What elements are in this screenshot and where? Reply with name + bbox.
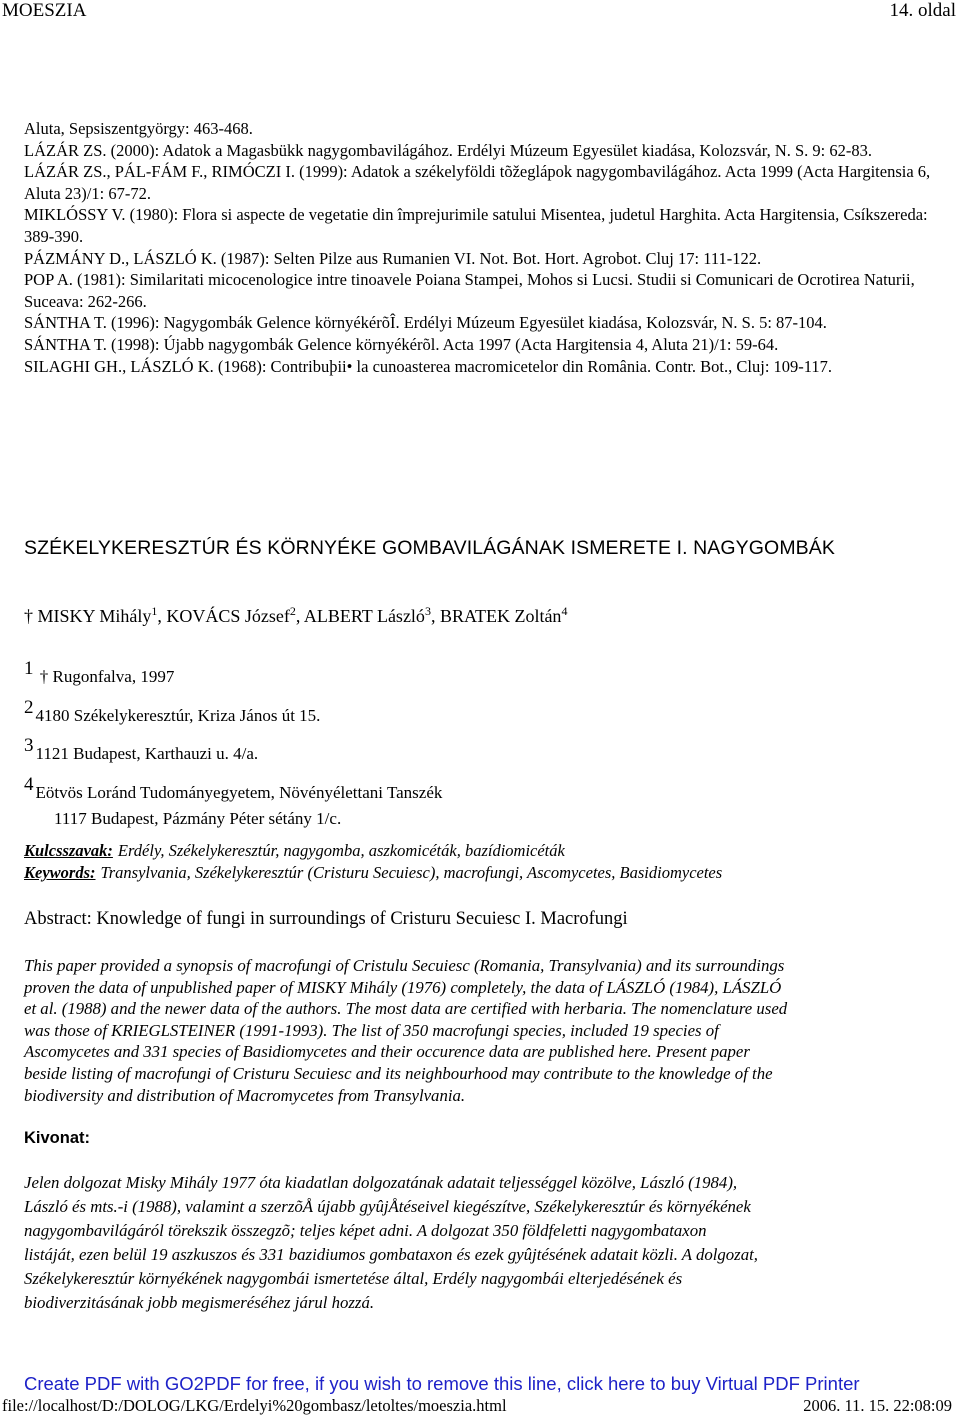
author-line: † MISKY Mihály$^1$, KOVÁCS József$^2$, ALBERT László$^3$, BRATEK Zoltán$^4$ [24,604,568,626]
reference-item: SÁNTHA T. (1998): Újabb nagygombák Gelence környékérõl. Acta 1997 (Acta Hargitensia 4, Aluta 21)/1: 59-64. [24,334,779,354]
kivonat-line: listáját, ezen belül 19 aszkuszos és 331 bazidiumos gombataxon és ezek gyûjtésének adatait közli. A dolgozat, [24,1245,758,1265]
author-name: ALBERT László [303,606,425,626]
author-name: † MISKY Mihály [24,606,152,626]
abstract-line: beside listing of macrofungi of Cristuru Secuiesc and its neighbourhood may contribute to the knowledge of the [24,1063,773,1083]
abstract-title: Abstract: Knowledge of fungi in surroundings of Cristuru Secuiesc I. Macrofungi [24,909,628,929]
abstract-line: was those of KRIEGLSTEINER (1991-1993). The list of 350 macrofungi species, included 19 species of [24,1020,719,1040]
go2pdf-promo-link[interactable]: Create PDF with GO2PDF for free, if you wish to remove this line, click here to buy Virtual PDF Printer [24,1373,860,1394]
kivonat-body [24,1171,936,1316]
kivonat-line: biodiverzitásának jobb megismeréséhez járul hozzá. [24,1293,375,1313]
reference-item: MIKLÓSSY V. (1980): Flora si aspecte de vegetatie din împrejurimile satului Misentea, judetul Harghita. Acta Hargitensia, Csíkszereda: 389-390. [24,205,928,246]
affiliation-item: 1 † Rugonfalva, 1997 [24,658,175,686]
reference-item: POP A. (1981): Similaritati micocenologice intre tinoavele Poiana Stampei, Mohos si Lucsi. Studii si Comunicari de Ocrotirea Naturii, Suceava: 262-266. [24,270,915,311]
kivonat-line: nagygombavilágáról törekszik összegzõ; teljes képet adni. A dolgozat 350 földfeletti nagygombataxon [24,1221,707,1241]
reference-item: LÁZÁR ZS., PÁL-FÁM F., RIMÓCZI I. (1999): Adatok a székelyföldi tõžeglápok nagygombavilágához. Acta 1999 (Acta Hargitensia 6, Aluta 23)/1: 67-72. [24,162,931,203]
abstract-line: This paper provided a synopsis of macrofungi of Cristulu Secuiesc (Romania, Transylvania) and its surroundings [24,956,785,975]
reference-item: LÁZÁR ZS. (2000): Adatok a Magasbükk nagygombavilágához. Erdélyi Múzeum Egyesület kiadása, Kolozsvár, N. S. 9: 62-83. [24,140,873,160]
author-name: BRATEK Zoltán [439,606,562,626]
author-sup: 1 [151,604,158,618]
article-title: SZÉKELYKERESZTÚR ÉS KÖRNYÉKE GOMBAVILÁGÁNAK ISMERETE I. NAGYGOMBÁK [24,537,835,559]
keywords-en [24,863,722,883]
abstract-line: Ascomycetes and 331 species of Basidiomycetes and their occurence data are published here. Present paper [24,1042,750,1062]
reference-list [24,118,944,377]
print-timestamp: 2006. 11. 15. 22:08:09 [803,1396,952,1415]
page-header-title: MOESZIA [2,0,87,21]
abstract-line: proven the data of unpublished paper of MISKY Mihály (1976) completely, the data of LÁSZLÓ (1984), LÁSZLÓ [24,977,782,997]
abstract-line: biodiversity and distribution of Macromycetes from Transylvania. [24,1085,466,1105]
kivonat-line: Jelen dolgozat Misky Mihály 1977 óta kiadatlan dolgozatának adatait teljességgel közölve, László (1984), [24,1173,738,1192]
file-path: file://localhost/D:/DOLOG/LKG/Erdelyi%20gombasz/letoltes/moeszia.html [2,1396,507,1415]
author-name: KOVÁCS József [166,606,290,626]
page-number: 14. oldal [889,0,956,21]
keywords-en-label: Keywords: [24,863,96,882]
author-sup: 2 [289,604,296,618]
keywords-hu-text: Erdély, Székelykeresztúr, nagygomba, aszkomicéták, bazídiomicéták [117,841,565,860]
keywords-hu-label: Kulcsszavak: [24,841,113,860]
abstract-line: et al. (1988) and the newer data of the authors. The most data are certified with herbaria. The nomenclature used [24,999,788,1019]
kivonat-title: Kivonat: [24,1129,90,1147]
reference-item: SÁNTHA T. (1996): Nagygombák Gelence környékérõÎ. Erdélyi Múzeum Egyesület kiadása, Kolozsvár, N. S. 5: 87-104. [24,313,827,333]
abstract-body [24,955,936,1106]
keywords-hu [24,841,565,861]
reference-item: PÁZMÁNY D., LÁSZLÓ K. (1987): Selten Pilze aus Rumanien VI. Not. Bot. Hort. Agrobot. Cluj 17: 111-122. [24,248,762,268]
affiliation-item: 4 Eötvös Loránd Tudományegyetem, Növényélettani Tanszék [24,773,443,802]
author-sup: 4 [561,604,568,618]
affiliation-list [24,654,442,830]
author-sup: 3 [424,604,431,618]
affiliation-item: 3 1121 Budapest, Karthauzi u. 4/a. [24,735,259,763]
kivonat-line: László és mts.-i (1988), valamint a szerzõÅ újabb gyûjÅtéseivel kiegészítve, Székelykeresztúr és környékének [24,1197,751,1217]
reference-item: Aluta, Sepsiszentgyörgy: 463-468. [24,119,253,138]
affiliation-address: 1117 Budapest, Pázmány Péter sétány 1/c. [54,809,342,828]
kivonat-line: Székelykeresztúr környékének nagygombái ismertetése által, Erdély nagygombái elterjedésének és [24,1269,683,1289]
affiliation-item: 2 4180 Székelykeresztúr, Kriza János út 15. [24,696,321,725]
reference-item: SILAGHI GH., LÁSZLÓ K. (1968): Contribuþii• la cunoasterea macromicetelor din România. Contr. Bot., Cluj: 109-117. [24,356,833,376]
keywords-en-text: Transylvania, Székelykeresztúr (Cristuru Secuiesc), macrofungi, Ascomycetes, Basidiomycetes [100,863,723,882]
